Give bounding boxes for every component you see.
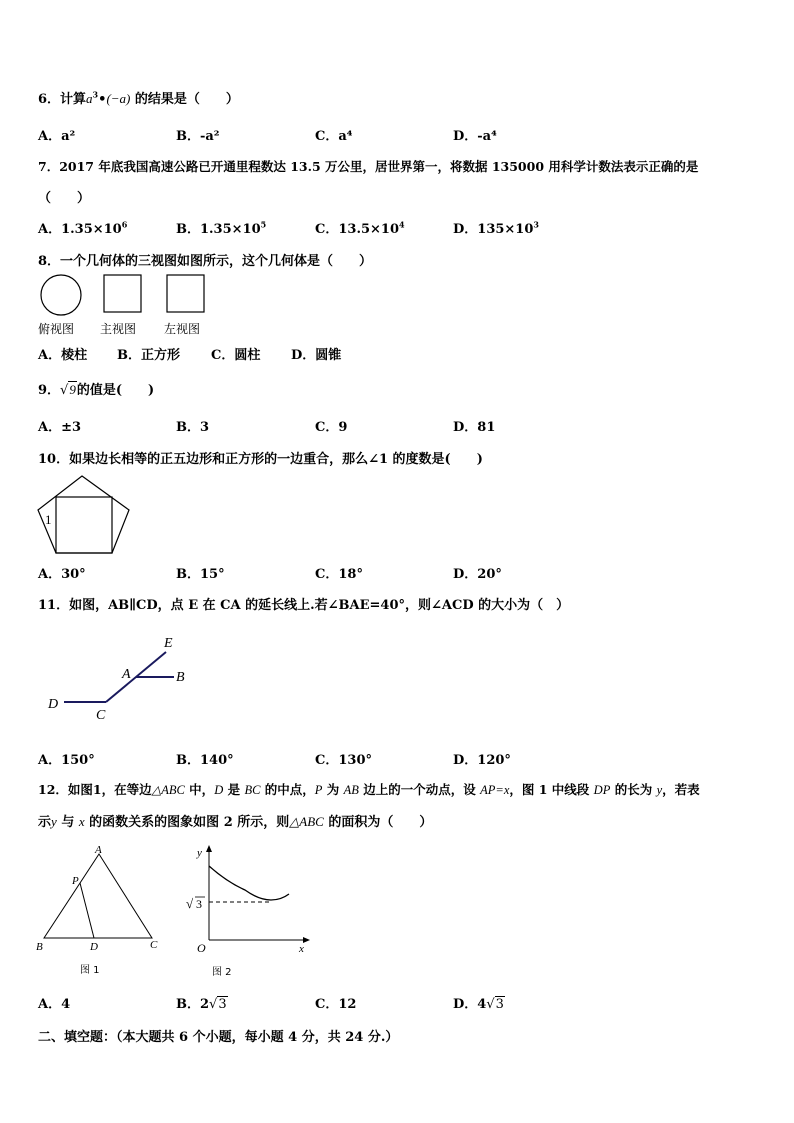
q9-option-d[interactable]: D．81 bbox=[453, 420, 496, 435]
q8-option-d[interactable]: D．圆锥 bbox=[291, 348, 342, 363]
q9-option-a[interactable]: A．±3 bbox=[38, 420, 82, 435]
q11-stem: 11．如图，AB∥CD，点 E 在 CA 的延长线上.若∠BAE=40°，则∠ACD 的大小为（ ） bbox=[38, 598, 570, 613]
q6-suffix: 的结果是（ ） bbox=[130, 92, 239, 107]
q12-l1-DP: DP bbox=[593, 783, 611, 797]
q12-stem-line1 bbox=[38, 780, 700, 798]
q11-label-e: E bbox=[164, 636, 173, 651]
q8-caption-top-view: 俯视图 bbox=[38, 322, 75, 336]
q12-segment-pd bbox=[80, 883, 94, 938]
q12-fig2-sqrt-radicand: 3 bbox=[196, 897, 202, 911]
q10-option-c[interactable]: C．18° bbox=[315, 567, 363, 582]
q12-l1-h: 的长为 bbox=[610, 782, 657, 797]
q12-triangle-abc bbox=[44, 854, 152, 938]
q7-option-c-exp: 4 bbox=[399, 219, 405, 230]
q6-option-b[interactable]: B．-a² bbox=[176, 129, 220, 144]
q7-stem-line1: 7．2017 年底我国高速公路已开通里程数达 13.5 万公里，居世界第一，将数据 135000 用科学计数法表示正确的是 bbox=[38, 159, 699, 174]
q11-option-c[interactable]: C．130° bbox=[315, 753, 372, 768]
q6-prefix: 6．计算 bbox=[38, 92, 87, 107]
q10-square bbox=[56, 497, 112, 553]
q6-dot: • bbox=[98, 92, 107, 107]
q11-label-d: D bbox=[48, 697, 59, 712]
q12-fig2-y-arrow bbox=[206, 845, 212, 852]
q12-l2-y: y bbox=[51, 814, 57, 829]
q12-figure-1-triangle bbox=[32, 842, 162, 954]
q9-radicand: 9 bbox=[69, 382, 76, 397]
q9-option-b[interactable]: B．3 bbox=[176, 420, 210, 435]
q11-label-b: B bbox=[176, 670, 185, 685]
q8-front-view-square bbox=[104, 275, 141, 312]
q12-l1-BC: BC bbox=[244, 783, 261, 797]
q7-option-a[interactable] bbox=[38, 218, 127, 237]
q7-option-c[interactable] bbox=[315, 218, 405, 237]
q12-fig1-label-p: P bbox=[72, 875, 79, 887]
q11-parallel-lines-figure bbox=[40, 630, 200, 725]
q10-option-a[interactable]: A．30° bbox=[38, 567, 86, 582]
q8-option-a[interactable]: A．棱柱 bbox=[38, 348, 88, 363]
q12-option-d[interactable] bbox=[453, 993, 505, 1012]
q12-l1-d: 的中点， bbox=[260, 782, 315, 797]
q12-option-b-radicand: 3 bbox=[218, 997, 227, 1012]
q12-l1-g: ，图 1 中线段 bbox=[509, 782, 594, 797]
q12-l1-f: 边上的一个动点，设 bbox=[358, 782, 481, 797]
q12-fig2-label-y: y bbox=[197, 847, 202, 859]
q10-stem: 10．如果边长相等的正五边形和正方形的一边重合，那么∠1 的度数是( ) bbox=[38, 452, 483, 467]
q12-fig2-label-o: O bbox=[197, 941, 206, 954]
q7-option-a-base: A．1.35×10 bbox=[38, 222, 122, 237]
q10-pentagon-square-figure bbox=[34, 473, 134, 555]
q12-option-a[interactable]: A．4 bbox=[38, 997, 71, 1012]
q12-figure-2-graph bbox=[183, 842, 313, 954]
q6-option-c[interactable]: C．a⁴ bbox=[315, 129, 353, 144]
q12-l2-b: 与 bbox=[56, 815, 79, 830]
q12-l2-a: 示 bbox=[38, 815, 52, 830]
q9-suffix: 的值是( ) bbox=[76, 383, 155, 398]
q12-option-d-radicand: 3 bbox=[495, 997, 504, 1012]
q7-option-c-base: C．13.5×10 bbox=[315, 222, 399, 237]
q12-option-d-coef: D．4 bbox=[453, 997, 487, 1012]
q12-fig2-x-arrow bbox=[303, 937, 310, 943]
q7-option-b[interactable] bbox=[176, 218, 266, 237]
q12-stem-line2 bbox=[38, 811, 432, 830]
q8-caption-front-view: 主视图 bbox=[100, 322, 137, 336]
q12-fig2-caption: 图 2 bbox=[212, 967, 232, 978]
q7-option-d-exp: 3 bbox=[533, 219, 539, 230]
q12-l1-y: y bbox=[656, 783, 663, 797]
q12-l1-a: 12．如图1，在等边 bbox=[38, 782, 152, 797]
q12-l1-APx: AP=x bbox=[480, 783, 510, 797]
q7-option-d[interactable] bbox=[453, 218, 539, 237]
q12-option-c[interactable]: C．12 bbox=[315, 997, 357, 1012]
q8-stem: 8．一个几何体的三视图如图所示，这个几何体是（ ） bbox=[38, 254, 373, 269]
q6-expr-rest: (−a) bbox=[106, 91, 131, 106]
q12-fig2-label-x: x bbox=[299, 943, 304, 954]
q12-l1-e: 为 bbox=[322, 782, 344, 797]
q6-expr-a: a bbox=[86, 91, 93, 106]
q9-sqrt: √9 bbox=[60, 382, 76, 398]
q11-option-d[interactable]: D．120° bbox=[453, 753, 511, 768]
q7-option-b-exp: 5 bbox=[260, 219, 267, 230]
q10-pentagon bbox=[38, 476, 129, 553]
q12-l1-AB: AB bbox=[343, 783, 359, 797]
q12-l1-b: 中， bbox=[184, 782, 215, 797]
q12-option-b-coef: B．2 bbox=[176, 997, 210, 1012]
q8-three-views-figure bbox=[38, 273, 210, 317]
q12-l1-D: D bbox=[214, 783, 224, 797]
q12-fig2-sqrt-sign: √ bbox=[186, 896, 194, 911]
q12-l1-P: P bbox=[314, 783, 323, 797]
q6-expr-exp: 3 bbox=[92, 89, 99, 100]
q7-option-b-base: B．1.35×10 bbox=[176, 222, 261, 237]
q7-option-a-exp: 6 bbox=[121, 219, 128, 230]
q11-label-a: A bbox=[122, 667, 131, 682]
q12-l1-i: ，若表 bbox=[662, 782, 700, 797]
q9-stem bbox=[38, 379, 154, 398]
q12-option-b-sqrt: √3 bbox=[209, 997, 227, 1012]
q11-option-b[interactable]: B．140° bbox=[176, 753, 234, 768]
q6-stem bbox=[38, 88, 239, 107]
q12-fig1-label-c: C bbox=[150, 939, 158, 951]
q12-fig1-label-b: B bbox=[36, 941, 43, 953]
q12-fig1-label-d: D bbox=[90, 941, 98, 953]
q8-option-c[interactable]: C．圆柱 bbox=[211, 348, 261, 363]
q10-angle-label: 1 bbox=[45, 512, 52, 527]
q10-option-d[interactable]: D．20° bbox=[453, 567, 502, 582]
q7-stem-line2: （ ） bbox=[38, 191, 91, 206]
q6-option-a[interactable]: A．a² bbox=[38, 129, 76, 144]
q6-option-d[interactable]: D．-a⁴ bbox=[453, 129, 497, 144]
q12-l2-tri: △ABC bbox=[289, 814, 324, 829]
q8-option-b[interactable]: B．正方形 bbox=[117, 348, 180, 363]
q12-l2-c: 的函数关系的图象如图 2 所示，则 bbox=[84, 815, 290, 830]
q12-l2-d: 的面积为（ ） bbox=[323, 815, 433, 830]
q12-l2-x: x bbox=[78, 814, 85, 829]
q8-top-view-circle bbox=[41, 275, 81, 315]
q12-option-b[interactable] bbox=[176, 993, 228, 1012]
q12-fig1-caption: 图 1 bbox=[80, 965, 100, 976]
q12-fig1-label-a: A bbox=[95, 844, 102, 856]
section-2-heading: 二、填空题：（本大题共 6 个小题，每小题 4 分，共 24 分.） bbox=[38, 1030, 399, 1045]
q9-option-c[interactable]: C．9 bbox=[315, 420, 348, 435]
q12-option-d-sqrt: √3 bbox=[486, 997, 504, 1012]
q9-prefix: 9． bbox=[38, 383, 61, 398]
q8-side-view-square bbox=[167, 275, 204, 312]
q12-fig2-curve bbox=[209, 866, 289, 900]
q7-option-d-base: D．135×10 bbox=[453, 222, 534, 237]
q10-option-b[interactable]: B．15° bbox=[176, 567, 225, 582]
q11-option-a[interactable]: A．150° bbox=[38, 753, 95, 768]
q8-caption-side-view: 左视图 bbox=[164, 322, 201, 336]
q12-l1-c: 是 bbox=[223, 782, 245, 797]
q11-label-c: C bbox=[96, 708, 106, 723]
q12-l1-tri: △ABC bbox=[151, 783, 185, 797]
